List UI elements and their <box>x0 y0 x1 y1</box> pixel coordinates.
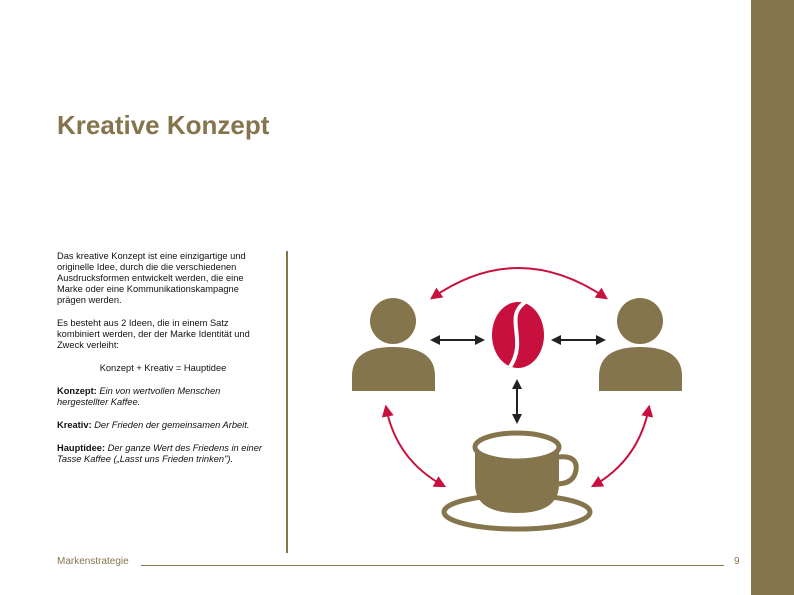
definition-kreativ <box>57 420 269 431</box>
left-curved-arrow <box>386 407 444 486</box>
definition-term: Hauptidee: <box>57 443 106 453</box>
coffee-bean-icon <box>492 302 544 368</box>
concept-diagram <box>300 255 740 545</box>
definition-text: Der Frieden der gemeinsamen Arbeit. <box>94 420 250 430</box>
page-title: Kreative Konzept <box>57 110 270 140</box>
definition-hauptidee <box>57 443 269 465</box>
person-left-icon <box>352 298 435 391</box>
definition-text: Der ganze Wert des Friedens in einer Tasse Kaffee („Lasst uns Frieden trinken"). <box>57 443 262 464</box>
top-curved-arrow <box>432 268 606 298</box>
intro-paragraph: Das kreative Konzept ist eine einzigartige und originelle Idee, durch die die verschiedenen Ausdrucksformen entwickelt werden, die eine Marke oder eine Kommunikationskampagne prägen werden. <box>57 251 246 305</box>
footer-line <box>141 565 724 566</box>
definition-konzept <box>57 386 269 408</box>
explanation-paragraph: Es besteht aus 2 Ideen, die in einem Satz kombiniert werden, der der Marke Identität und Zweck verleiht: <box>57 318 250 350</box>
right-curved-arrow <box>593 407 649 486</box>
formula: Konzept + Kreativ = Hauptidee <box>99 363 227 373</box>
definition-text: Ein von wertvollen Menschen hergestellter Kaffee. <box>57 386 221 407</box>
definition-term: Konzept: <box>57 386 97 396</box>
footer-label: Markenstrategie <box>57 556 129 567</box>
person-right-icon <box>599 298 682 391</box>
side-bar <box>751 0 794 595</box>
body-text <box>57 251 269 477</box>
definition-term: Kreativ: <box>57 420 92 430</box>
coffee-cup-icon <box>444 433 590 529</box>
divider-line <box>286 251 288 553</box>
page-number: 9 <box>734 556 740 567</box>
